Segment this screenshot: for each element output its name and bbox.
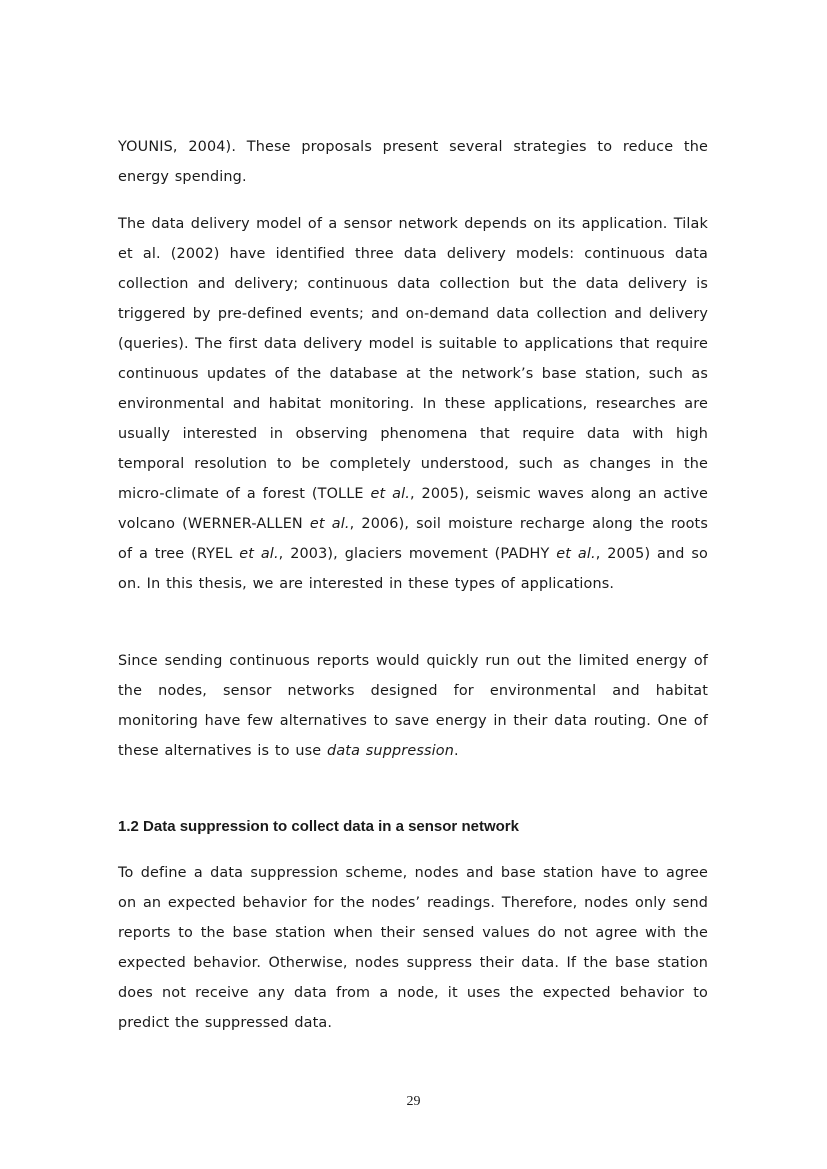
italic-et-al: et al.: [370, 486, 410, 502]
text-segment: , 2006), soil moisture recharge along the roots of a tree (RYEL: [118, 516, 708, 562]
italic-et-al: et al.: [239, 546, 279, 562]
paragraph-energy-alternatives: [118, 646, 708, 766]
paragraph-text: To define a data suppression scheme, nodes and base station have to agree on an expected behavior for the nodes’ readings. Therefore, nodes only send reports to the base station when their sensed values do not agree with the expected behavior. Otherwise, nodes suppress their data. If the base station does not receive any data from a node, it uses the expected behavior to predict the suppressed data.: [118, 865, 708, 1031]
italic-data-suppression: data suppression: [327, 743, 454, 759]
section-heading-container: [118, 817, 708, 837]
paragraph-text: YOUNIS, 2004). These proposals present several strategies to reduce the energy spending.: [118, 139, 708, 185]
page-number: 29: [406, 1094, 421, 1109]
section-heading: 1.2 Data suppression to collect data in a sensor network: [118, 818, 519, 835]
paragraph-data-delivery-models: [118, 209, 708, 599]
paragraph-text: [118, 209, 708, 599]
text-segment: Since sending continuous reports would quickly run out the limited energy of the nodes, sensor networks designed for environmental and habitat monitoring have few alternatives to save energy in their data routing. One of these alternatives is to use: [118, 653, 708, 759]
text-segment: , 2005), seismic waves along an active volcano (WERNER-ALLEN: [118, 486, 708, 532]
italic-et-al: et al.: [309, 516, 350, 532]
paragraph-suppression-scheme: [118, 858, 708, 1038]
text-segment: .: [454, 743, 459, 759]
text-segment: The data delivery model of a sensor network depends on its application. Tilak et al. (2002) have identified three data delivery models: continuous data collection and delivery; continuous data collection but the data delivery is triggered by pre-defined events; and on-demand data collection and delivery (queries). The first data delivery model is suitable to applications that require continuous updates of the database at the network’s base station, such as environmental and habitat monitoring. In these applications, researches are usually interested in observing phenomena that require data with high temporal resolution to be completely understood, such as changes in the micro-climate of a forest (TOLLE: [118, 216, 708, 502]
paragraph-text: [118, 646, 708, 766]
text-segment: , 2003), glaciers movement (PADHY: [278, 546, 557, 562]
paragraph-younis: [118, 132, 708, 192]
text-segment: , 2005) and so on. In this thesis, we are interested in these types of applications.: [118, 546, 708, 592]
italic-et-al: et al.: [556, 546, 596, 562]
